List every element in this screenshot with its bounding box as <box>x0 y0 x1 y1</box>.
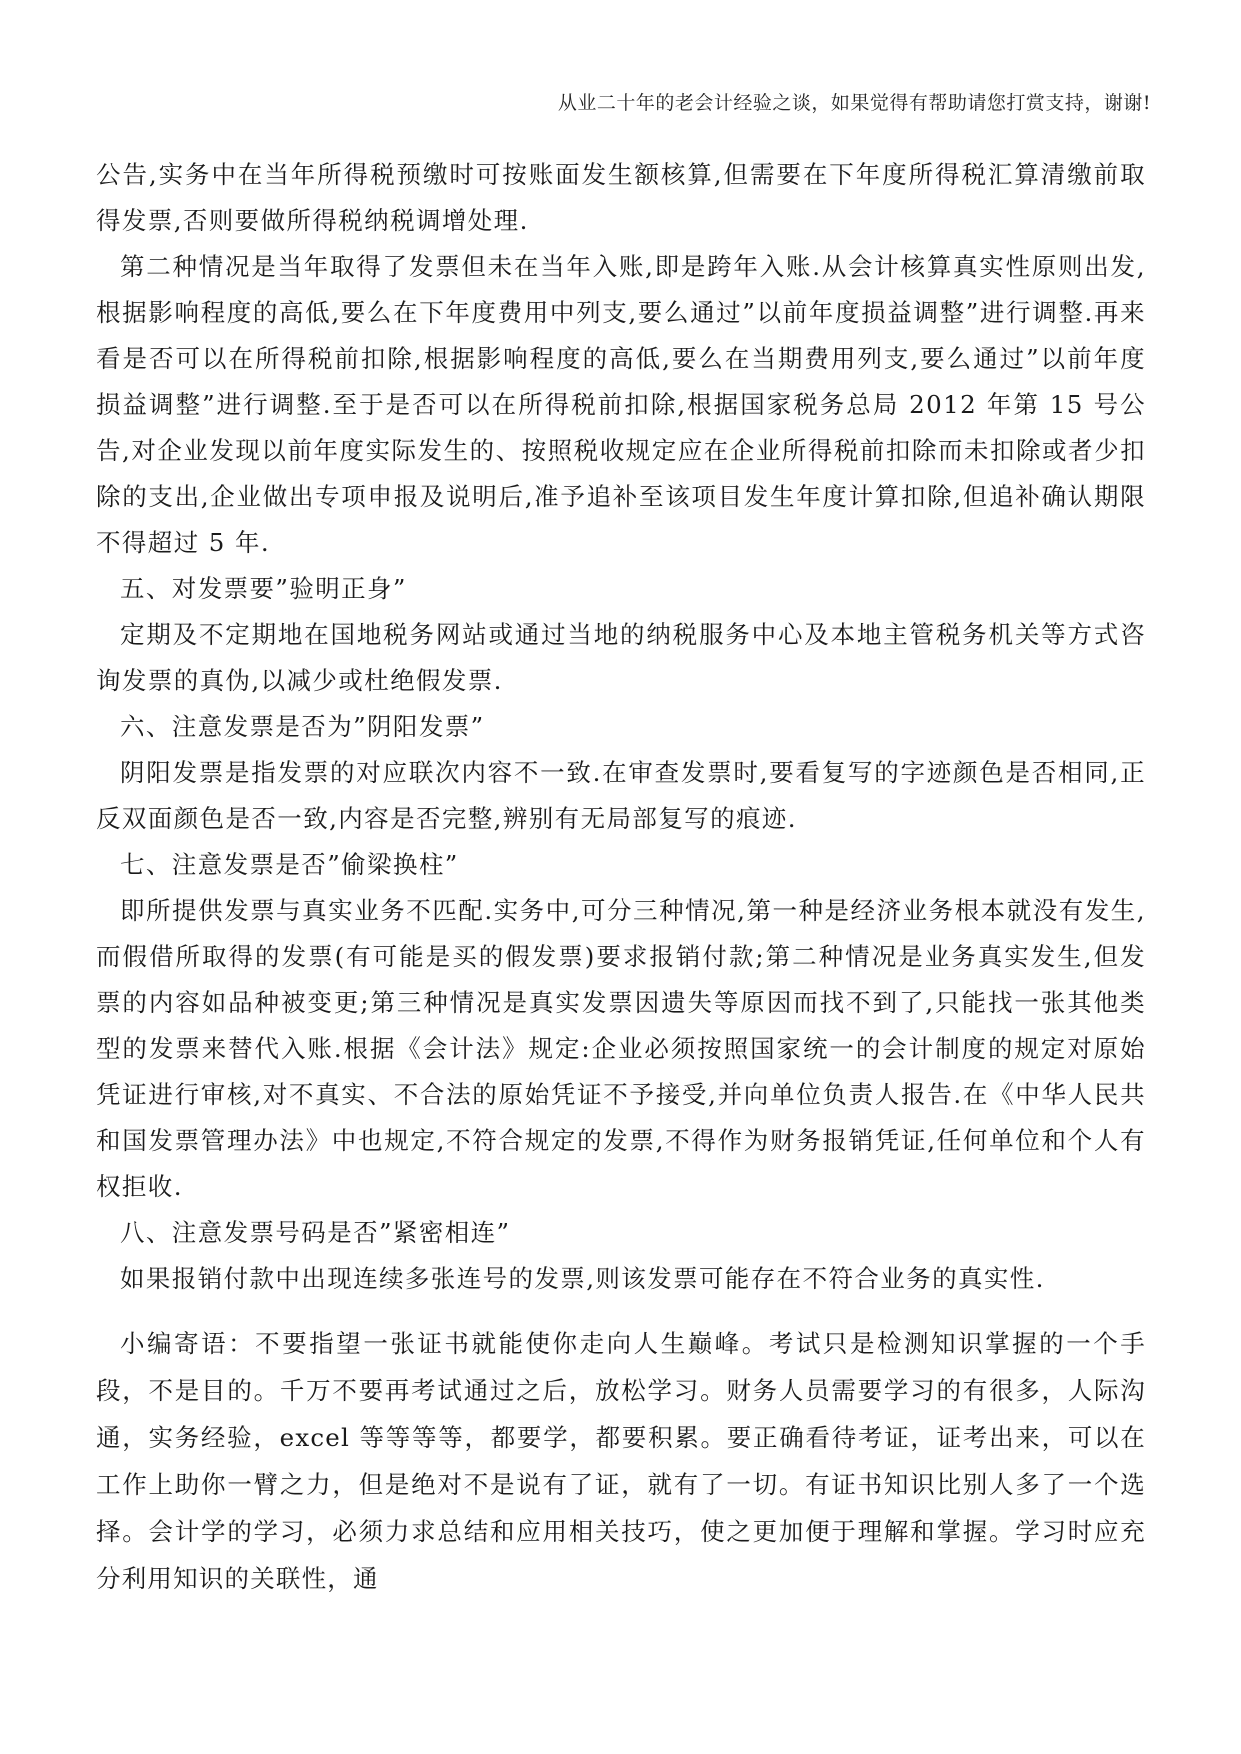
section-heading-7: 七、注意发票是否”偷梁换柱” <box>120 850 459 879</box>
section-heading-5: 五、对发票要”验明正身” <box>120 574 407 603</box>
section-heading-6: 六、注意发票是否为”阴阳发票” <box>120 712 485 741</box>
paragraph-section-7: 即所提供发票与真实业务不匹配.实务中,可分三种情况,第一种是经济业务根本就没有发生,而假借所取得的发票(有可能是买的假发票)要求报销付款;第二种情况是业务真实发生,但发票的内容如品种被变更;第三种情况是真实发票因遗失等原因而找不到了,只能找一张其他类型的发票来替代入账.根据《会计法》规定:企业必须按照国家统一的会计制度的规定对原始凭证进行审核,对不真实、不合法的原始凭证不予接受,并向单位负责人报告.在《中华人民共和国发票管理办法》中也规定,不符合规定的发票,不得作为财务报销凭证,任何单位和个人有权拒收. <box>96 896 1146 1201</box>
section-heading-8: 八、注意发票号码是否”紧密相连” <box>120 1218 511 1247</box>
paragraph-intro: 公告,实务中在当年所得税预缴时可按账面发生额核算,但需要在下年度所得税汇算清缴前取得发票,否则要做所得税纳税调增处理. <box>96 160 1146 235</box>
paragraph-section-8: 如果报销付款中出现连续多张连号的发票,则该发票可能存在不符合业务的真实性. <box>120 1264 1045 1293</box>
paragraph-section-5: 定期及不定期地在国地税务网站或通过当地的纳税服务中心及本地主管税务机关等方式咨询发票的真伪,以减少或杜绝假发票. <box>96 620 1146 695</box>
paragraph-second-case: 第二种情况是当年取得了发票但未在当年入账,即是跨年入账.从会计核算真实性原则出发,根据影响程度的高低,要么在下年度费用中列支,要么通过”以前年度损益调整”进行调整.再来看是否可以在所得税前扣除,根据影响程度的高低,要么在当期费用列支,要么通过”以前年度损益调整”进行调整.至于是否可以在所得税前扣除,根据国家税务总局 2012 年第 15 号公告,对企业发现以前年度实际发生的、按照税收规定应在企业所得税前扣除而未扣除或者少扣除的支出,企业做出专项申报及说明后,准予追补至该项目发生年度计算扣除,但追补确认期限不得超过 5 年. <box>96 252 1146 557</box>
article-body <box>96 152 1146 1302</box>
paragraph-section-6: 阴阳发票是指发票的对应联次内容不一致.在审查发票时,要看复写的字迹颜色是否相同,正反双面颜色是否一致,内容是否完整,辨别有无局部复写的痕迹. <box>96 758 1146 833</box>
header-note: 从业二十年的老会计经验之谈，如果觉得有帮助请您打赏支持，谢谢! <box>557 92 1151 114</box>
editor-closing-note: 小编寄语：不要指望一张证书就能使你走向人生巅峰。考试只是检测知识掌握的一个手段，不是目的。千万不要再考试通过之后，放松学习。财务人员需要学习的有很多，人际沟通，实务经验，excel 等等等等，都要学，都要积累。要正确看待考证，证考出来，可以在工作上助你一臂之力，但是绝对不是说有了证，就有了一切。有证书知识比别人多了一个选择。会计学的学习，必须力求总结和应用相关技巧，使之更加便于理解和掌握。学习时应充分利用知识的关联性，通 <box>96 1329 1146 1593</box>
